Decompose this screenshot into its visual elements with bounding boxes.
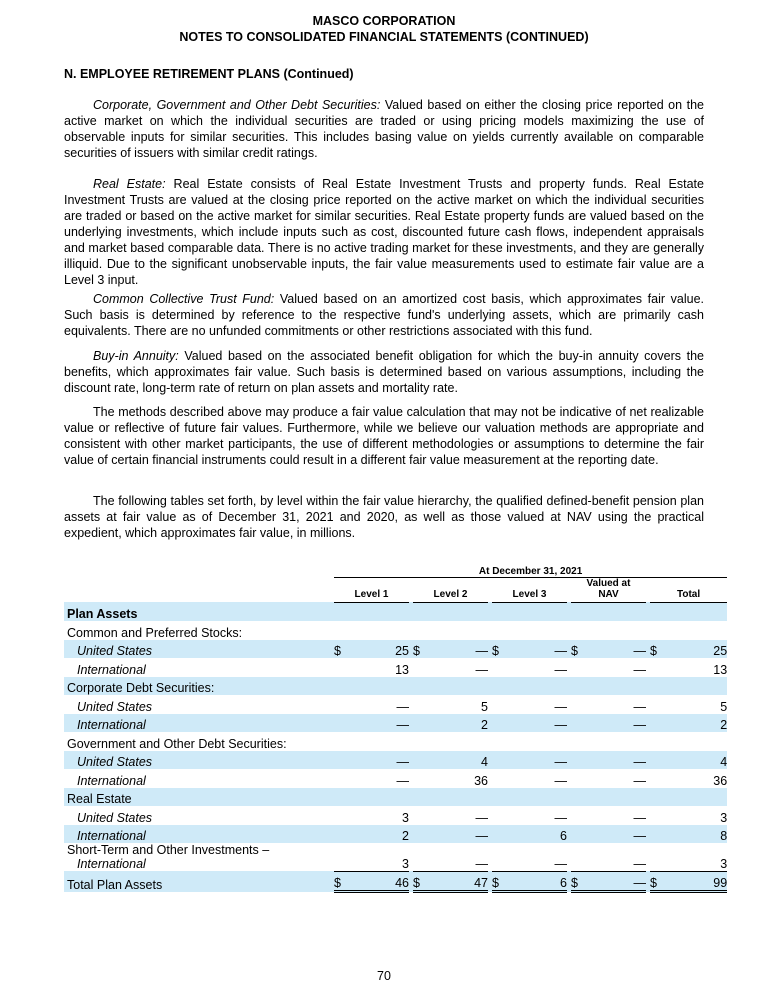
cell-value: 6 xyxy=(506,871,567,892)
paragraph-body: The methods described above may produce a fair value calculation that may not be indicative of net realizable value or reflective of future fair values. Furthermore, while we believe our valuation methods are appropriate and consistent with other market participants, the use of different methodologies or assumptions to determine the fair value of certain financial instruments could result in a different fair value measurement at the reporting date. xyxy=(64,405,704,467)
cell-value: 46 xyxy=(348,871,409,892)
cell-value xyxy=(585,602,646,621)
currency-symbol xyxy=(492,714,506,733)
paragraph-buy-in-annuity xyxy=(64,348,704,396)
currency-symbol xyxy=(413,769,427,788)
cell-value: 3 xyxy=(664,843,727,871)
paragraph-body: Valued based on the associated benefit obligation for which the buy-in annuity covers the benefits, which approximates fair value. Such basis is determined based on various assumptions, including the discount rate, long-term rate of return on plan assets and mortality rate. xyxy=(64,349,704,395)
currency-symbol xyxy=(571,751,585,770)
currency-symbol xyxy=(413,695,427,714)
currency-symbol xyxy=(492,825,506,844)
table-row xyxy=(64,602,727,621)
cell-value: 4 xyxy=(664,751,727,770)
page-number: 70 xyxy=(377,969,391,983)
cell-value: — xyxy=(633,662,646,677)
currency-symbol xyxy=(492,695,506,714)
column-header-text: NAV xyxy=(598,588,619,600)
column-header-row xyxy=(64,577,727,602)
cell-value xyxy=(664,677,727,696)
paragraph-lead: Real Estate: xyxy=(93,177,166,191)
currency-symbol xyxy=(571,714,585,733)
table-row xyxy=(64,806,727,825)
currency-symbol xyxy=(334,732,348,751)
currency-symbol xyxy=(334,695,348,714)
currency-symbol xyxy=(413,602,427,621)
currency-symbol xyxy=(571,825,585,844)
table-row xyxy=(64,788,727,807)
currency-symbol xyxy=(413,806,427,825)
cell-value xyxy=(348,732,409,751)
paragraph-debt-securities xyxy=(64,97,704,161)
cell-value xyxy=(348,602,409,621)
currency-symbol xyxy=(650,825,664,844)
currency-symbol xyxy=(413,714,427,733)
cell-value xyxy=(506,732,567,751)
currency-symbol xyxy=(413,788,427,807)
cell-value: 2 xyxy=(427,714,488,733)
table-row xyxy=(64,695,727,714)
cell-value xyxy=(506,788,567,807)
paragraph-lead: Buy-in Annuity: xyxy=(93,349,179,363)
cell-value: — xyxy=(475,810,488,825)
row-label: United States xyxy=(64,751,334,770)
currency-symbol xyxy=(571,695,585,714)
currency-symbol xyxy=(571,732,585,751)
currency-symbol xyxy=(334,751,348,770)
table-row xyxy=(64,640,727,659)
currency-symbol xyxy=(571,658,585,677)
cell-value: 13 xyxy=(713,662,728,677)
currency-symbol: $ xyxy=(571,871,585,892)
row-label: International xyxy=(64,825,334,844)
cell-value xyxy=(664,788,727,807)
cell-value xyxy=(585,621,646,640)
cell-value: — xyxy=(348,714,409,733)
cell-value: 5 xyxy=(720,699,728,714)
cell-value: — xyxy=(585,871,646,892)
currency-symbol: $ xyxy=(571,640,585,659)
currency-symbol xyxy=(334,658,348,677)
cell-value xyxy=(664,621,727,640)
currency-symbol xyxy=(413,732,427,751)
cell-value xyxy=(427,677,488,696)
cell-value xyxy=(585,788,646,807)
row-label: International xyxy=(64,714,334,733)
currency-symbol xyxy=(492,677,506,696)
currency-symbol xyxy=(334,806,348,825)
column-header xyxy=(413,577,488,602)
row-label-line: Short-Term and Other Investments – xyxy=(67,843,270,857)
currency-symbol xyxy=(571,769,585,788)
cell-value xyxy=(348,788,409,807)
currency-symbol xyxy=(492,751,506,770)
cell-value: — xyxy=(554,810,567,825)
cell-value: — xyxy=(348,751,409,770)
currency-symbol xyxy=(650,806,664,825)
currency-symbol xyxy=(492,769,506,788)
currency-symbol xyxy=(650,695,664,714)
cell-value: — xyxy=(506,714,567,733)
cell-value: 47 xyxy=(427,871,488,892)
cell-value: 6 xyxy=(506,825,567,844)
cell-value: — xyxy=(633,699,646,714)
cell-value xyxy=(427,602,488,621)
company-name: MASCO CORPORATION xyxy=(312,14,456,28)
currency-symbol xyxy=(650,621,664,640)
row-label: International xyxy=(77,662,146,677)
currency-symbol xyxy=(650,732,664,751)
currency-symbol xyxy=(413,621,427,640)
cell-value: — xyxy=(506,751,567,770)
currency-symbol: $ xyxy=(650,640,664,659)
row-label: Corporate Debt Securities: xyxy=(64,677,334,696)
table-title: At December 31, 2021 xyxy=(334,558,727,577)
currency-symbol xyxy=(413,825,427,844)
table-row xyxy=(64,677,727,696)
cell-value: 13 xyxy=(395,662,409,677)
cell-value: 36 xyxy=(474,773,488,788)
cell-value: 3 xyxy=(348,843,409,871)
cell-value xyxy=(585,677,646,696)
currency-symbol xyxy=(650,677,664,696)
cell-value: — xyxy=(585,825,646,844)
currency-symbol xyxy=(492,788,506,807)
paragraph-tables-intro xyxy=(64,493,704,541)
cell-value: — xyxy=(475,662,488,677)
column-header-text: Total xyxy=(677,588,701,600)
currency-symbol xyxy=(492,658,506,677)
currency-symbol xyxy=(334,825,348,844)
row-label: International xyxy=(77,773,146,788)
cell-value: 25 xyxy=(348,640,409,659)
cell-value: 2 xyxy=(664,714,727,733)
paragraph-body: Valued based on an amortized cost basis, which approximates fair value. Such basis is determined by reference to the respective fund's underlying assets, which are primarily cash equivalents. There are no unfunded commitments or other restrictions associated with this fund. xyxy=(64,292,704,338)
table-row xyxy=(64,658,727,677)
row-label: Government and Other Debt Securities: xyxy=(67,736,287,751)
currency-symbol: $ xyxy=(650,871,664,892)
column-header-text: Level 3 xyxy=(512,588,547,600)
document-subtitle: NOTES TO CONSOLIDATED FINANCIAL STATEMENTS (CONTINUED) xyxy=(179,30,589,44)
table-row xyxy=(64,871,727,892)
table-row xyxy=(64,769,727,788)
cell-value: — xyxy=(585,751,646,770)
currency-symbol: $ xyxy=(492,871,506,892)
column-header-text: Level 2 xyxy=(433,588,468,600)
cell-value: — xyxy=(585,640,646,659)
cell-value: 4 xyxy=(427,751,488,770)
cell-value xyxy=(506,677,567,696)
cell-value xyxy=(348,621,409,640)
row-label xyxy=(64,843,334,871)
paragraph-real-estate xyxy=(64,176,704,288)
cell-value: — xyxy=(506,843,567,871)
paragraph-methods xyxy=(64,404,704,468)
column-header xyxy=(492,577,567,602)
cell-value: 3 xyxy=(720,810,728,825)
row-label: Total Plan Assets xyxy=(64,871,334,892)
cell-value: — xyxy=(554,662,567,677)
currency-symbol xyxy=(413,677,427,696)
cell-value: 5 xyxy=(481,699,488,714)
cell-value: 99 xyxy=(664,871,727,892)
cell-value: — xyxy=(396,773,409,788)
column-header-text: Level 1 xyxy=(354,588,389,600)
cell-value xyxy=(664,602,727,621)
table-row xyxy=(64,825,727,844)
row-label: Common and Preferred Stocks: xyxy=(67,625,243,640)
cell-value: — xyxy=(585,714,646,733)
cell-value: — xyxy=(554,773,567,788)
cell-value xyxy=(348,677,409,696)
currency-symbol: $ xyxy=(334,871,348,892)
cell-value xyxy=(427,788,488,807)
cell-value xyxy=(664,732,727,751)
section-title: N. EMPLOYEE RETIREMENT PLANS (Continued) xyxy=(64,67,354,81)
cell-value: — xyxy=(506,640,567,659)
cell-value xyxy=(585,732,646,751)
cell-value: 25 xyxy=(664,640,727,659)
cell-value xyxy=(506,621,567,640)
cell-value: — xyxy=(633,773,646,788)
cell-value: — xyxy=(554,699,567,714)
currency-symbol xyxy=(492,602,506,621)
currency-symbol xyxy=(650,788,664,807)
table-title-row xyxy=(64,558,727,577)
currency-symbol xyxy=(571,621,585,640)
row-label: Real Estate xyxy=(64,788,334,807)
currency-symbol xyxy=(571,843,585,871)
currency-symbol xyxy=(413,843,427,871)
currency-symbol xyxy=(492,843,506,871)
cell-value: 2 xyxy=(348,825,409,844)
currency-symbol xyxy=(334,769,348,788)
currency-symbol xyxy=(571,788,585,807)
currency-symbol xyxy=(492,732,506,751)
paragraph-collective-trust xyxy=(64,291,704,339)
currency-symbol xyxy=(650,714,664,733)
paragraph-lead: Corporate, Government and Other Debt Securities: xyxy=(93,98,381,112)
table-row xyxy=(64,714,727,733)
cell-value: 3 xyxy=(402,810,409,825)
cell-value: — xyxy=(585,843,646,871)
column-header xyxy=(334,577,409,602)
currency-symbol xyxy=(650,769,664,788)
paragraph-body: The following tables set forth, by level within the fair value hierarchy, the qualified defined-benefit pension plan assets at fair value as of December 31, 2021 and 2020, as well as those valued at NAV using the practical expedient, which approximates fair value, in millions. xyxy=(64,494,704,540)
row-label: Plan Assets xyxy=(64,602,334,621)
currency-symbol xyxy=(650,843,664,871)
cell-value: — xyxy=(427,825,488,844)
cell-value: 36 xyxy=(713,773,728,788)
table-row xyxy=(64,621,727,640)
row-label: United States xyxy=(77,699,153,714)
currency-symbol xyxy=(334,602,348,621)
currency-symbol: $ xyxy=(413,871,427,892)
cell-value xyxy=(427,621,488,640)
currency-symbol xyxy=(650,751,664,770)
paragraph-body: Valued based on either the closing price reported on the active market on which the individual securities are traded or using pricing models maximizing the use of observable inputs for similar securities. This includes basing value on yields currently available on comparable securities of issuers with similar credit ratings. xyxy=(64,98,704,160)
currency-symbol xyxy=(334,621,348,640)
currency-symbol: $ xyxy=(413,640,427,659)
currency-symbol xyxy=(334,677,348,696)
currency-symbol: $ xyxy=(492,640,506,659)
currency-symbol xyxy=(413,751,427,770)
currency-symbol xyxy=(650,658,664,677)
row-label: United States xyxy=(64,640,334,659)
column-header xyxy=(650,577,727,602)
column-header-text: Valued at xyxy=(586,577,631,589)
currency-symbol xyxy=(650,602,664,621)
paragraph-lead: Common Collective Trust Fund: xyxy=(93,292,275,306)
table-row xyxy=(64,843,727,871)
cell-value: — xyxy=(396,699,409,714)
row-label-line: International xyxy=(77,857,146,871)
row-label: United States xyxy=(77,810,153,825)
currency-symbol xyxy=(571,806,585,825)
table-row xyxy=(64,751,727,770)
currency-symbol xyxy=(334,843,348,871)
currency-symbol xyxy=(492,806,506,825)
currency-symbol xyxy=(571,602,585,621)
paragraph-body: Real Estate consists of Real Estate Investment Trusts and property funds. Real Estate Investment Trusts are valued at the closing price reported on the active market on which the individual securities are traded or based on the active market for similar securities. Real Estate property funds are valued based on the underlying investments, which include inputs such as cost, discounted future cash flows, independent appraisals and market based comparable data. There is no active trading market for these investments, and they are generally illiquid. Due to the significant unobservable inputs, the fair value measurements used to estimate fair value are a Level 3 input. xyxy=(64,177,704,287)
currency-symbol xyxy=(492,621,506,640)
plan-assets-table xyxy=(64,558,727,893)
currency-symbol xyxy=(334,714,348,733)
cell-value xyxy=(506,602,567,621)
cell-value: — xyxy=(633,810,646,825)
cell-value: — xyxy=(427,843,488,871)
column-header xyxy=(571,577,646,602)
table-row xyxy=(64,732,727,751)
cell-value: 8 xyxy=(664,825,727,844)
currency-symbol xyxy=(571,677,585,696)
cell-value: — xyxy=(427,640,488,659)
currency-symbol xyxy=(413,658,427,677)
currency-symbol: $ xyxy=(334,640,348,659)
cell-value xyxy=(427,732,488,751)
currency-symbol xyxy=(334,788,348,807)
